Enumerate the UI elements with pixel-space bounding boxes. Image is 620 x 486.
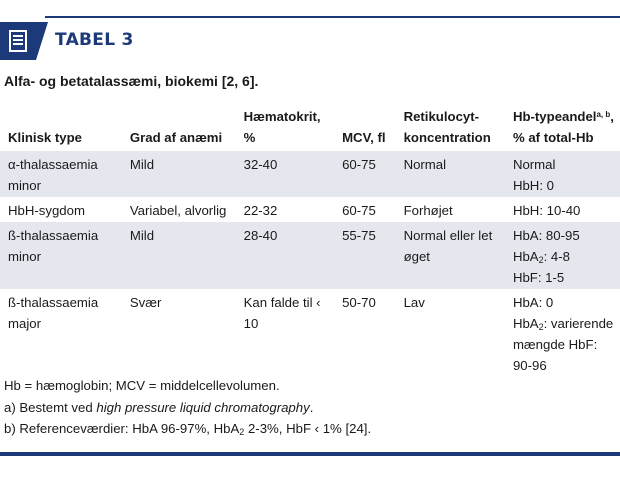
cell-grade: Mild	[126, 222, 240, 289]
cell-hb	[509, 151, 620, 197]
col-header-type: Klinisk type	[8, 130, 83, 145]
cell-hb	[509, 289, 620, 377]
table-caption: Alfa- og betatalassæmi, biokemi [2, 6].	[4, 73, 259, 89]
page-title: TABEL 3	[55, 30, 134, 50]
cell-type: α-thalassaemia minor	[0, 151, 126, 197]
hb-line: HbA: 80-95	[512, 228, 580, 243]
header-badge	[0, 22, 36, 60]
cell-grade: Mild	[126, 151, 240, 197]
table-header	[0, 0, 620, 62]
cell-retic: Lav	[403, 295, 425, 310]
cell-type: ß-thalassaemia minor	[0, 222, 126, 289]
table-row	[0, 197, 620, 222]
hb-line: HbA: 0	[512, 295, 554, 310]
cell-mcv: 60-75	[338, 151, 400, 197]
cell-type: HbH-sygdom	[8, 203, 85, 218]
cell-retic: Forhøjet	[403, 203, 453, 218]
cell-grade: Svær	[129, 295, 162, 310]
hb-line: HbH: 0	[512, 178, 554, 193]
hb-line: HbH: 10-40	[512, 203, 581, 218]
col-header-hb: Hb-typeandel$^{a, b}$, % af total-Hb	[512, 109, 614, 145]
badge-corner	[36, 22, 48, 60]
hb-line: Normal	[512, 157, 556, 172]
col-header-retic: Retikulocyt-koncentration	[403, 109, 491, 145]
cell-mcv: 60-75	[342, 203, 376, 218]
table-row	[0, 222, 620, 289]
hb-line: HbF: 1-5	[512, 270, 565, 285]
cell-hb	[509, 222, 620, 289]
cell-retic: Normal	[400, 151, 509, 197]
table-row	[0, 289, 620, 377]
cell-hct: Kan falde til ‹ 10	[243, 295, 321, 331]
document-icon	[9, 30, 27, 52]
hb-line: HbA$_2$: varierende mængde HbF: 90-96	[512, 316, 614, 373]
footnote-a: a) Bestemt ved high pressure liquid chromatography.	[4, 400, 314, 415]
cell-hct: 28-40	[240, 222, 338, 289]
footnote-abbreviations: Hb = hæmoglobin; MCV = middelcellevolumen.	[4, 378, 280, 393]
cell-mcv: 50-70	[342, 295, 376, 310]
hb-line: HbA$_2$: 4-8	[512, 249, 570, 265]
header-rule	[45, 16, 620, 18]
cell-mcv: 55-75	[338, 222, 400, 289]
table-row	[0, 151, 620, 197]
cell-hct: 32-40	[240, 151, 338, 197]
footnote-b: b) Referenceværdier: HbA 96-97%, HbA$_2$ 2-3%, HbF ‹ 1% [24].	[4, 421, 372, 437]
cell-grade: Variabel, alvorlig	[129, 203, 227, 218]
bottom-rule	[0, 452, 620, 456]
cell-hct: 22-32	[243, 203, 278, 218]
cell-retic: Normal eller let øget	[400, 222, 509, 289]
col-header-mcv: MCV, fl	[342, 130, 386, 145]
header-row	[0, 102, 620, 151]
col-header-hct: Hæmatokrit, %	[243, 109, 321, 145]
data-table	[0, 102, 620, 377]
cell-type: ß-thalassaemia major	[8, 295, 99, 331]
cell-hb	[509, 197, 620, 222]
col-header-grade: Grad af anæmi	[129, 130, 223, 145]
